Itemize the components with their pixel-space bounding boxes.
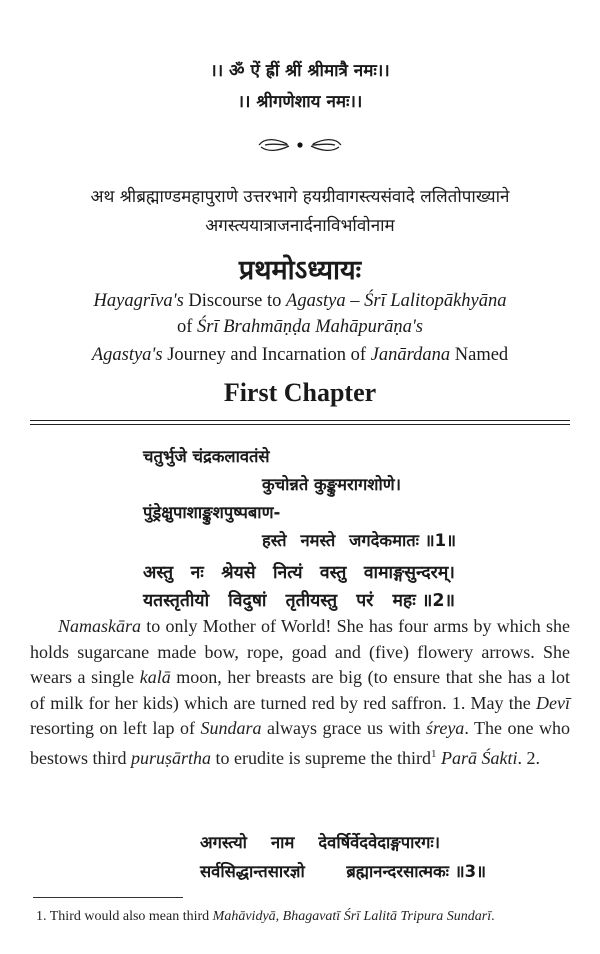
verse-line: चतुर्भुजे चंद्रकलावतंसे	[143, 447, 270, 466]
verse-word: ब्रह्मानन्दरसात्मकः ॥3॥	[346, 862, 486, 881]
text-segment: . The one who bestows third	[30, 718, 570, 768]
text-segment: Devī	[536, 692, 570, 713]
invocation-line: ।। ॐ ऐं ह्रीं श्रीं श्रीमात्रै नमः।।	[210, 61, 390, 81]
subtitle-segment: Agastya	[286, 291, 346, 311]
text-segment: moon, her breasts are big (to ensure that she has a lot of milk for her kids) which are turned red by red saffron. 1. May the	[30, 667, 571, 713]
text-segment: always grace us with	[261, 718, 426, 738]
verse-word: नाम	[271, 833, 295, 852]
verse-word: नः	[190, 563, 204, 583]
text-segment: śreya	[425, 718, 465, 738]
subtitle-line-1	[0, 291, 600, 312]
divider	[30, 420, 570, 421]
translation-paragraph	[30, 614, 570, 771]
verse-line	[262, 528, 456, 551]
subtitle-segment: Discourse to	[183, 291, 287, 311]
text-segment: Parā Śakti	[440, 747, 518, 768]
subtitle-segment: Journey and Incarnation of	[162, 345, 371, 365]
verse-line	[200, 830, 440, 853]
verse-word: नमस्ते	[300, 531, 336, 550]
verse-word: तृतीयस्तु	[285, 591, 338, 611]
subtitle-segment: Agastya's	[91, 345, 163, 365]
verse-word: नित्यं	[273, 563, 303, 583]
subtitle-line-2	[0, 317, 600, 338]
text-segment: . 2.	[517, 747, 540, 768]
subtitle-line-3	[0, 345, 600, 366]
text-segment: to erudite is supreme the third	[211, 747, 431, 768]
text-segment: to only Mother of World! She has four arms by which she holds sugarcane made bow, rope, goad and (five) flowery arrows. She wears a single	[30, 616, 570, 687]
subtitle-segment: Janārdana	[370, 345, 451, 365]
text-segment: puruṣārtha	[131, 747, 212, 768]
verse-word: अगस्त्यो	[200, 833, 247, 852]
verse-word: सर्वसिद्धान्तसारज्ञो	[200, 862, 305, 881]
divider	[30, 424, 570, 425]
verse-word: यतस्तृतीयो	[143, 591, 210, 611]
footnote-reference: 1	[430, 747, 437, 760]
chapter-title: First Chapter	[223, 378, 377, 407]
subtitle-segment: Named	[450, 345, 509, 365]
text-segment: resorting on left lap of	[30, 718, 201, 738]
sanskrit-heading-line: अथ श्रीब्रह्माण्डमहापुराणे उत्तरभागे हयग्रीवागस्त्यसंवादे ललितोपाख्याने	[90, 187, 510, 207]
verse-word: जगदेकमातः ॥1॥	[349, 531, 456, 550]
verse-line	[143, 588, 455, 612]
subtitle-segment: Śrī Brahmāṇḍa Mahāpurāṇa's	[197, 317, 423, 337]
chapter-title-sanskrit: प्रथमोऽध्यायः	[238, 255, 362, 286]
subtitle-segment: Hayagrīva's	[93, 291, 184, 311]
verse-line: कुचोन्नते कुङ्कुमरागशोणे।	[262, 475, 401, 494]
sanskrit-heading-line: अगस्त्ययात्राजनार्दनाविर्भावोनाम	[205, 216, 395, 236]
verse-word: देवर्षिर्वेदवेदाङ्गपारगः।	[318, 833, 440, 852]
footnote-rule	[33, 897, 183, 898]
footnote-segment: 1. Third would also mean third	[36, 909, 213, 924]
text-segment: Namaskāra	[58, 616, 142, 636]
verse-line	[143, 560, 455, 584]
subtitle-segment: Śrī Lalitopākhyāna	[364, 291, 507, 311]
subtitle-segment: –	[345, 291, 365, 311]
verse-line: पुंड्रेक्षुपाशाङ्कुशपुष्पबाण-	[143, 503, 281, 522]
text-segment: Sundara	[200, 718, 262, 738]
verse-word: महः ॥2॥	[392, 591, 455, 611]
footnote-segment: Mahāvidyā, Bhagavatī Śrī Lalitā Tripura Sundarī	[212, 909, 492, 924]
flourish-ornament-icon	[255, 133, 345, 157]
verse-word: वामाङ्गसुन्दरम्।	[363, 563, 455, 583]
verse-word: परं	[356, 591, 374, 611]
verse-word: हस्ते	[262, 531, 287, 550]
verse-line	[200, 859, 486, 882]
verse-word: अस्तु	[143, 563, 174, 583]
footnote	[33, 907, 563, 927]
invocation-line: ।। श्रीगणेशाय नमः।।	[237, 92, 363, 112]
text-segment: kalā	[139, 667, 171, 687]
verse-word: श्रेयसे	[221, 563, 256, 583]
subtitle-segment: of	[176, 317, 198, 337]
footnote-segment: .	[491, 909, 495, 924]
verse-word: विदुषां	[228, 591, 267, 611]
verse-word: वस्तु	[319, 563, 347, 583]
